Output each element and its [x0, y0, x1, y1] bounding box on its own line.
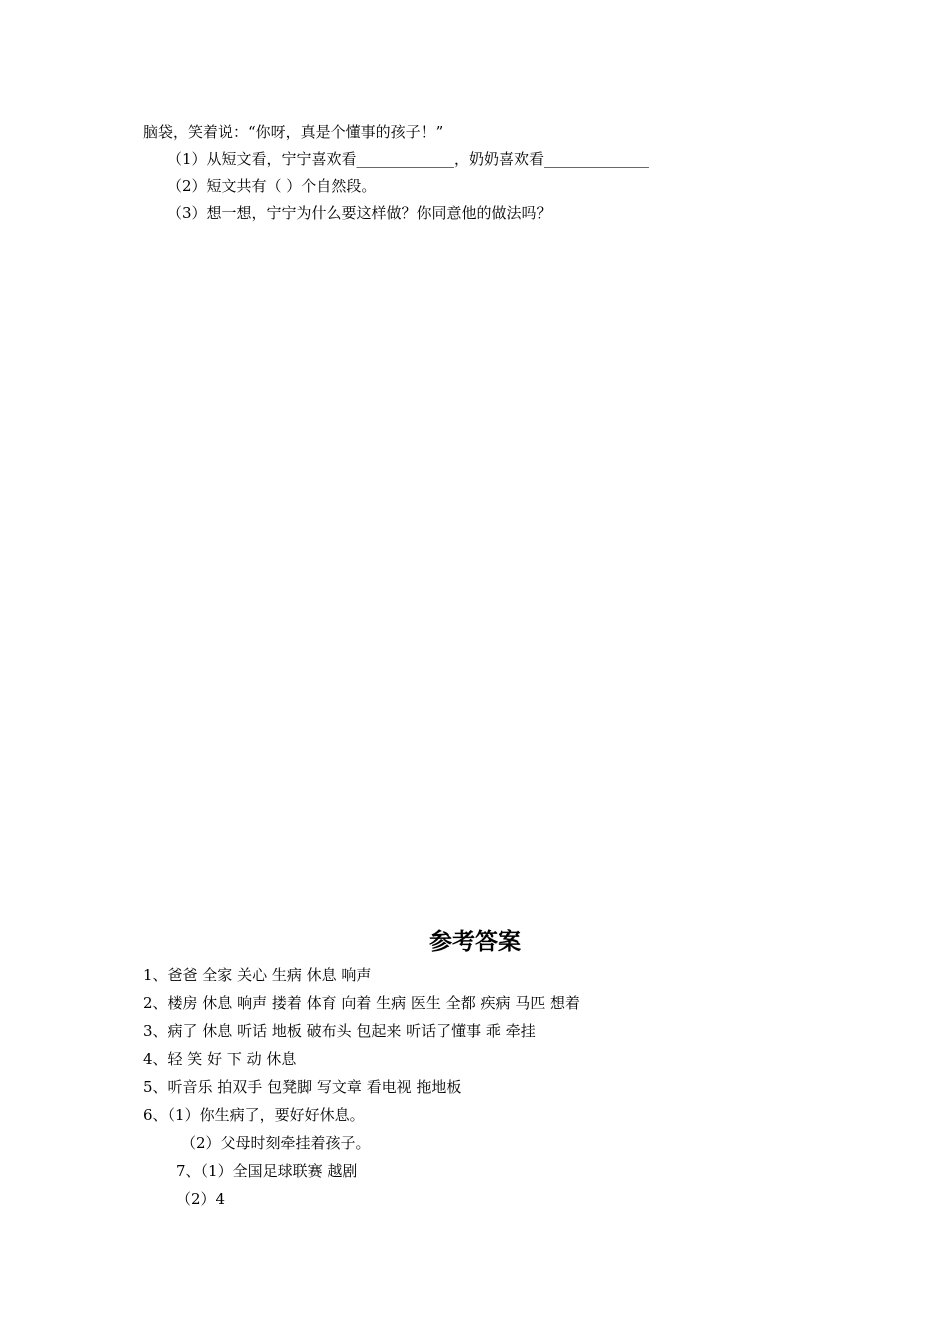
- answers-title: 参考答案: [429, 929, 521, 955]
- question-2: （2）短文共有（ ）个自然段。: [167, 177, 377, 195]
- answer-item-7: 7、（1）全国足球联赛 越剧: [176, 1162, 358, 1180]
- answer-item-2: 2、楼房 休息 响声 搂着 体育 向着 生病 医生 全都 疾病 马匹 想着: [143, 994, 580, 1012]
- answer-item-1: 1、爸爸 全家 关心 生病 休息 响声: [143, 966, 372, 984]
- answer-item-6: 6、（1）你生病了，要好好休息。: [143, 1106, 365, 1124]
- answer-item-5: 5、听音乐 拍双手 包凳脚 写文章 看电视 拖地板: [143, 1078, 462, 1096]
- question-1: （1）从短文看，宁宁喜欢看_____________，奶奶喜欢看______________: [167, 150, 650, 168]
- answer-item-4: 4、轻 笑 好 下 动 休息: [143, 1050, 297, 1068]
- passage-continuation: 脑袋，笑着说：“你呀，真是个懂事的孩子！”: [143, 123, 444, 141]
- answer-item-7-2: （2）4: [176, 1190, 226, 1208]
- question-3: （3）想一想，宁宁为什么要这样做？你同意他的做法吗？: [167, 204, 552, 222]
- answer-item-3: 3、病了 休息 听话 地板 破布头 包起来 听话了懂事 乖 牵挂: [143, 1022, 536, 1040]
- answer-item-6-2: （2）父母时刻牵挂着孩子。: [181, 1134, 371, 1152]
